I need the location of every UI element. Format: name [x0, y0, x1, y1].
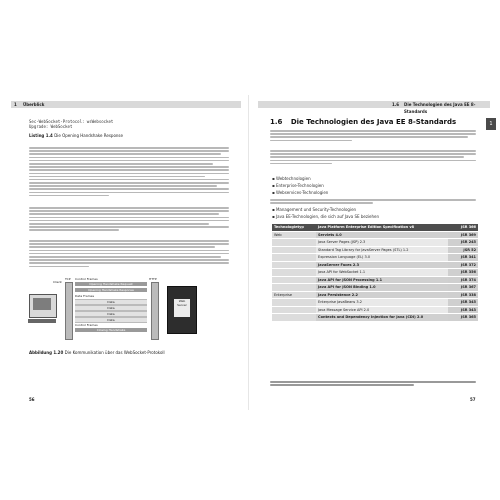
- table-cell-jsr: JSR 372: [448, 261, 478, 269]
- table-cell-spec: Java API for JSON Processing 1.1: [316, 276, 448, 284]
- section-number: 1.6: [270, 118, 283, 126]
- right-page: [258, 95, 490, 410]
- diagram-row: Opening Handshake Response: [75, 288, 147, 292]
- left-paragraph-1: [29, 147, 229, 196]
- table-cell-tech: [272, 261, 316, 269]
- table-cell-spec: Java API for WebSocket 1.1: [316, 269, 448, 277]
- table-cell-tech: [272, 299, 316, 307]
- table-cell-spec: Enterprise JavaBeans 3.2: [316, 299, 448, 307]
- diagram-row: Data: [75, 311, 147, 317]
- diagram-row: Closing Handshake: [75, 328, 147, 332]
- table-row: [272, 246, 478, 254]
- code-line-1: Sec-WebSocket-Protocol: wsWebsocket: [29, 119, 114, 124]
- table-row: [272, 269, 478, 277]
- listing-caption-label: Listing 1.4: [29, 133, 53, 138]
- table-cell-jsr: JSR 367: [448, 284, 478, 292]
- table-row: [272, 231, 478, 239]
- table-row: [272, 306, 478, 314]
- diagram-row: Opening Handshake Request: [75, 282, 147, 286]
- right-header-title: Die Technologien des Java EE 8-Standards: [404, 102, 476, 114]
- table-cell-jsr: JSR 345: [448, 299, 478, 307]
- section-title-text: Die Technologien des Java EE 8-Standards: [290, 118, 457, 126]
- left-page: [11, 95, 241, 410]
- bullet-item: ▪ Webtechnologien: [272, 176, 311, 181]
- table-row: [272, 254, 478, 262]
- side-label-data: Data Frames: [75, 294, 95, 298]
- table-cell-spec: JavaServer Faces 2.3: [316, 261, 448, 269]
- table-cell-jsr: JSR 356: [448, 269, 478, 277]
- side-label-control-2: Control Frames: [75, 323, 98, 327]
- left-page-number: 56: [29, 397, 35, 402]
- table-row: [272, 291, 478, 299]
- server-label: Web Server: [174, 299, 190, 317]
- table-cell-spec: Expression Language (EL) 3.0: [316, 254, 448, 262]
- table-cell-spec: Java Server Pages (JSP) 2.3: [316, 239, 448, 247]
- side-label-control-1: Control Frames: [75, 277, 98, 281]
- table-cell-tech: Enterprise: [272, 291, 316, 299]
- table-cell-spec: Java API for JSON Binding 1.0: [316, 284, 448, 292]
- client-computer-icon: [29, 294, 57, 318]
- book-gutter: [248, 95, 249, 410]
- diagram-row: Data: [75, 317, 147, 323]
- chapter-tab-marker: 1: [486, 118, 496, 130]
- figure-caption: [29, 350, 165, 355]
- table-cell-tech: [272, 276, 316, 284]
- right-running-header: [258, 101, 490, 114]
- table-cell-tech: [272, 239, 316, 247]
- bullet-item: ▪ Management und Security-Technologien: [272, 207, 357, 212]
- right-header-section-number: 1.6: [392, 102, 400, 107]
- table-row: [272, 284, 478, 292]
- table-cell-jsr: JSR 369: [448, 231, 478, 239]
- table-cell-jsr: JSR 245: [448, 239, 478, 247]
- figure-caption-label: Abbildung 1.20: [29, 350, 64, 355]
- table-cell-jsr: JSR 338: [448, 291, 478, 299]
- diagram-row: Data: [75, 305, 147, 311]
- table-row: [272, 299, 478, 307]
- bullet-item: ▪ Java EE-Technologien, die sich auf Java SE beziehen: [272, 214, 380, 219]
- right-paragraph-2: [270, 150, 476, 164]
- table-cell-jsr: JSR 341: [448, 254, 478, 262]
- left-paragraph-3: [29, 240, 229, 267]
- right-paragraph-1: [270, 130, 476, 141]
- http-label: HTTP: [149, 277, 157, 281]
- tcp-layer: [65, 282, 73, 340]
- table-cell-spec: Java Persistence 2.2: [316, 291, 448, 299]
- table-cell-tech: [272, 246, 316, 254]
- listing-caption: [29, 133, 123, 138]
- table-cell-spec: Contexts and Dependency Injection for Java (CDI) 2.0: [316, 314, 448, 322]
- diagram-client-label: Client: [53, 280, 62, 284]
- table-row: [272, 261, 478, 269]
- left-header-chapter-number: 1: [14, 102, 17, 107]
- table-header-cell: Technologietyp: [272, 224, 316, 231]
- table-cell-tech: [272, 269, 316, 277]
- http-layer: [151, 282, 159, 340]
- table-cell-jsr: JSR 374: [448, 276, 478, 284]
- table-header-row: [272, 224, 478, 231]
- table-cell-jsr: JSR 365: [448, 314, 478, 322]
- table-cell-spec: Standard Tag Library for JavaServer Pages (STL) 1.2: [316, 246, 448, 254]
- table-cell-tech: [272, 314, 316, 322]
- table-cell-tech: [272, 284, 316, 292]
- table-header-cell: JSR 366: [448, 224, 478, 231]
- section-heading: [270, 118, 456, 126]
- table-cell-tech: [272, 254, 316, 262]
- table-caption-lines: [270, 381, 476, 386]
- table-cell-spec: Servlets 4.0: [316, 231, 448, 239]
- table-cell-tech: Web: [272, 231, 316, 239]
- left-paragraph-2: [29, 207, 229, 231]
- websocket-diagram: [29, 277, 207, 340]
- code-line-2: Upgrade: WebSocket: [29, 124, 73, 129]
- table-cell-spec: Java Message Service API 2.0: [316, 306, 448, 314]
- table-row: [272, 276, 478, 284]
- figure-caption-text: Die Kommunikation über das WebSocket-Protokoll: [64, 350, 165, 355]
- table-row: [272, 314, 478, 322]
- table-header-cell: Java Platform Enterprise Edition Specification v8: [316, 224, 448, 231]
- right-paragraph-3: [270, 199, 476, 204]
- diagram-row: Data: [75, 299, 147, 305]
- table-cell-jsr: JSR 343: [448, 306, 478, 314]
- table-cell-tech: [272, 306, 316, 314]
- left-header-title: Überblick: [23, 102, 45, 107]
- bullet-item: ▪ Enterprise-Technologien: [272, 183, 324, 188]
- listing-caption-text: Die Opening Handshake Response: [54, 133, 123, 138]
- tcp-label: TCP: [65, 277, 71, 281]
- table-cell-jsr: JSR 52: [448, 246, 478, 254]
- java-ee-table: [272, 224, 478, 322]
- right-page-number: 57: [470, 397, 476, 402]
- table-row: [272, 239, 478, 247]
- left-running-header: [11, 101, 241, 108]
- bullet-item: ▪ Webservices-Technologien: [272, 190, 329, 195]
- server-icon: [167, 286, 197, 334]
